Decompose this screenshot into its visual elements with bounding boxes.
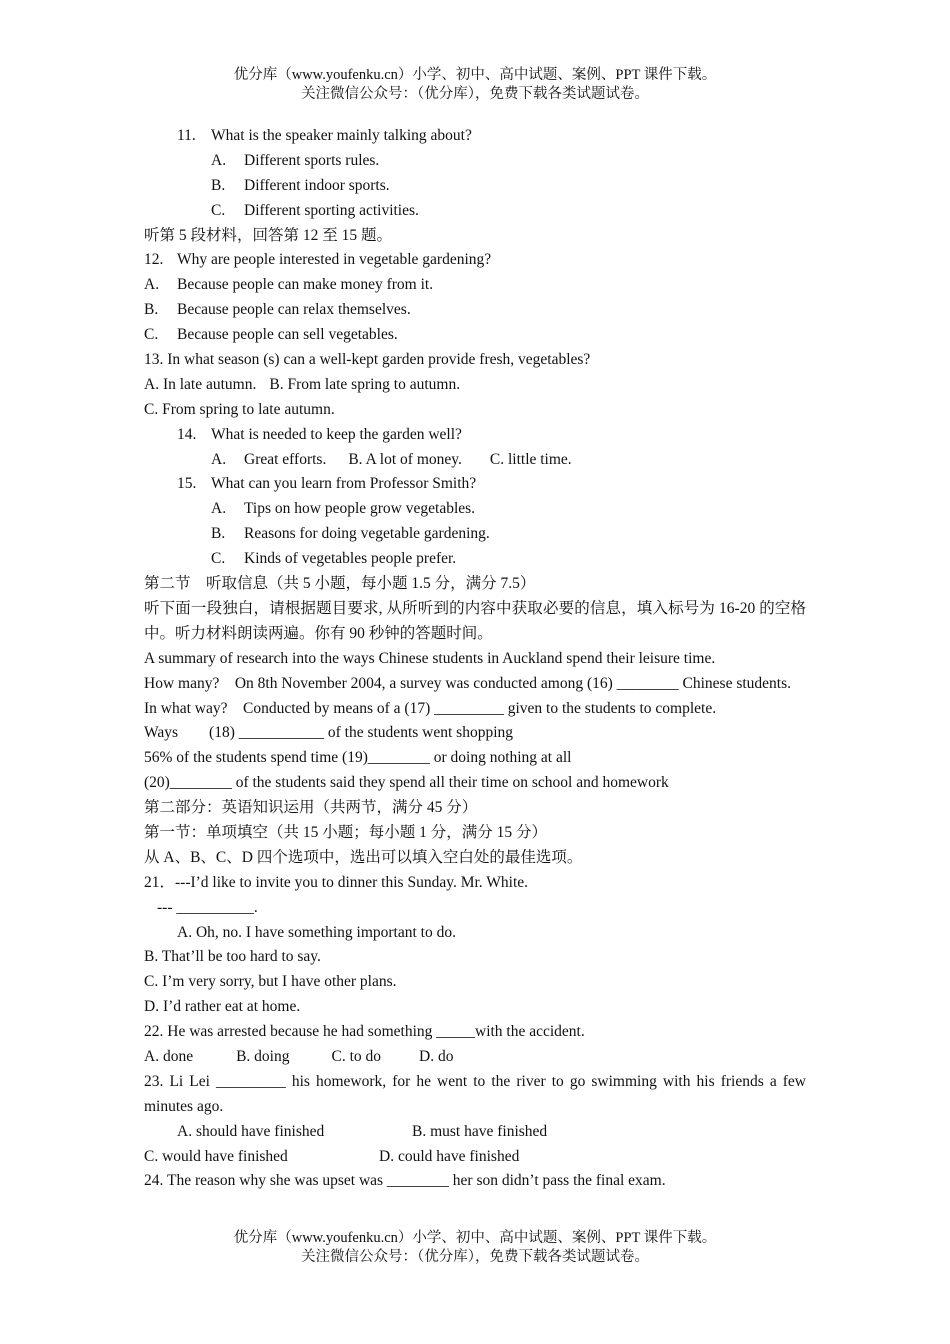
q21-option-d: D. I’d rather eat at home. [144, 998, 301, 1016]
header-line-2: 关注微信公众号：（优分库），免费下载各类试题试卷。 [301, 86, 649, 102]
section-5-intro: 听第 5 段材料，回答第 12 至 15 题。 [144, 226, 393, 244]
blank-16-line: How many? On 8th November 2004, a survey was conducted among (16) ________ Chinese students. [144, 674, 792, 692]
q14-options: A. Great efforts. B. A lot of money. C. little time. [211, 450, 572, 468]
question-14: 14. What is needed to keep the garden well? [177, 425, 462, 443]
q13-option-c: C. From spring to late autumn. [144, 400, 335, 418]
question-11: 11. What is the speaker mainly talking about? [177, 127, 472, 144]
part-2-instructions: 从 A、B、C、D 四个选项中，选出可以填入空白处的最佳选项。 [144, 848, 583, 866]
q21-option-a: A. Oh, no. I have something important to do. [177, 923, 456, 941]
question-13: 13. In what season (s) can a well-kept garden provide fresh, vegetables? [144, 351, 591, 369]
q11-option-a: A. Different sports rules. [211, 151, 380, 169]
q22-options: A. done B. doing C. to do D. do [144, 1048, 454, 1065]
q23-options-cd: C. would have finished D. could have finished [144, 1147, 520, 1165]
q12-option-a: A. Because people can make money from it. [144, 276, 434, 294]
part-2-title: 第二部分：英语知识运用（共两节，满分 45 分） [144, 799, 478, 817]
exam-content [144, 124, 806, 1194]
summary-title: A summary of research into the ways Chinese students in Auckland spend their leisure time. [144, 649, 716, 667]
q13-options-ab: A. In late autumn. B. From late spring to autumn. [144, 375, 461, 393]
q12-option-c: C. Because people can sell vegetables. [144, 326, 398, 344]
page-header [0, 66, 950, 104]
blank-20-line: (20)________ of the students said they spend all their time on school and homework [144, 774, 669, 792]
question-21: 21．---I’d like to invite you to dinner this Sunday. Mr. White. [144, 873, 529, 891]
question-12: 12. Why are people interested in vegetable gardening? [144, 251, 492, 269]
blank-17-line: In what way? Conducted by means of a (17) _________ given to the students to complete. [144, 699, 717, 717]
part-2-section-1-title: 第一节：单项填空（共 15 小题；每小题 1 分，满分 15 分） [144, 823, 548, 841]
q12-option-b: B. Because people can relax themselves. [144, 301, 411, 319]
question-15: 15. What can you learn from Professor Smith? [177, 475, 477, 493]
q21-answer-blank: --- __________. [157, 898, 258, 916]
section-2-title: 第二节 听取信息（共 5 小题，每小题 1.5 分，满分 7.5） [144, 575, 536, 593]
section-2-instructions: 听下面一段独白，请根据题目要求, 从所听到的内容中获取必要的信息，填入标号为 16-20 的空格中。听力材料朗读两遍。你有 90 秒钟的答题时间。 [144, 599, 806, 642]
blank-18-line: Ways (18) ___________ of the students went shopping [144, 724, 513, 742]
q15-option-a: A. Tips on how people grow vegetables. [211, 500, 476, 518]
q23-options-ab: A. should have finished B. must have finished [177, 1122, 548, 1140]
blank-19-line: 56% of the students spend time (19)________ or doing nothing at all [144, 749, 572, 767]
page-footer [0, 1229, 950, 1267]
question-24: 24. The reason why she was upset was ________ her son didn’t pass the final exam. [144, 1172, 666, 1190]
q15-option-c: C. Kinds of vegetables people prefer. [211, 550, 457, 568]
header-line-1: 优分库（www.youfenku.cn）小学、初中、高中试题、案例、PPT 课件下载。 [233, 67, 717, 83]
q15-option-b: B. Reasons for doing vegetable gardening. [211, 525, 490, 543]
footer-line-2: 关注微信公众号：（优分库），免费下载各类试题试卷。 [301, 1249, 649, 1265]
q11-option-b: B. Different indoor sports. [211, 176, 390, 194]
footer-line-1: 优分库（www.youfenku.cn）小学、初中、高中试题、案例、PPT 课件下载。 [233, 1230, 717, 1246]
q21-option-b: B. That’ll be too hard to say. [144, 948, 321, 966]
question-23: 23. Li Lei _________ his homework, for he went to the river to go swimming with his friends a few minutes ago. [144, 1072, 806, 1115]
question-22: 22. He was arrested because he had something _____with the accident. [144, 1023, 585, 1041]
q11-option-c: C. Different sporting activities. [211, 201, 419, 219]
q21-option-c: C. I’m very sorry, but I have other plans. [144, 973, 397, 991]
